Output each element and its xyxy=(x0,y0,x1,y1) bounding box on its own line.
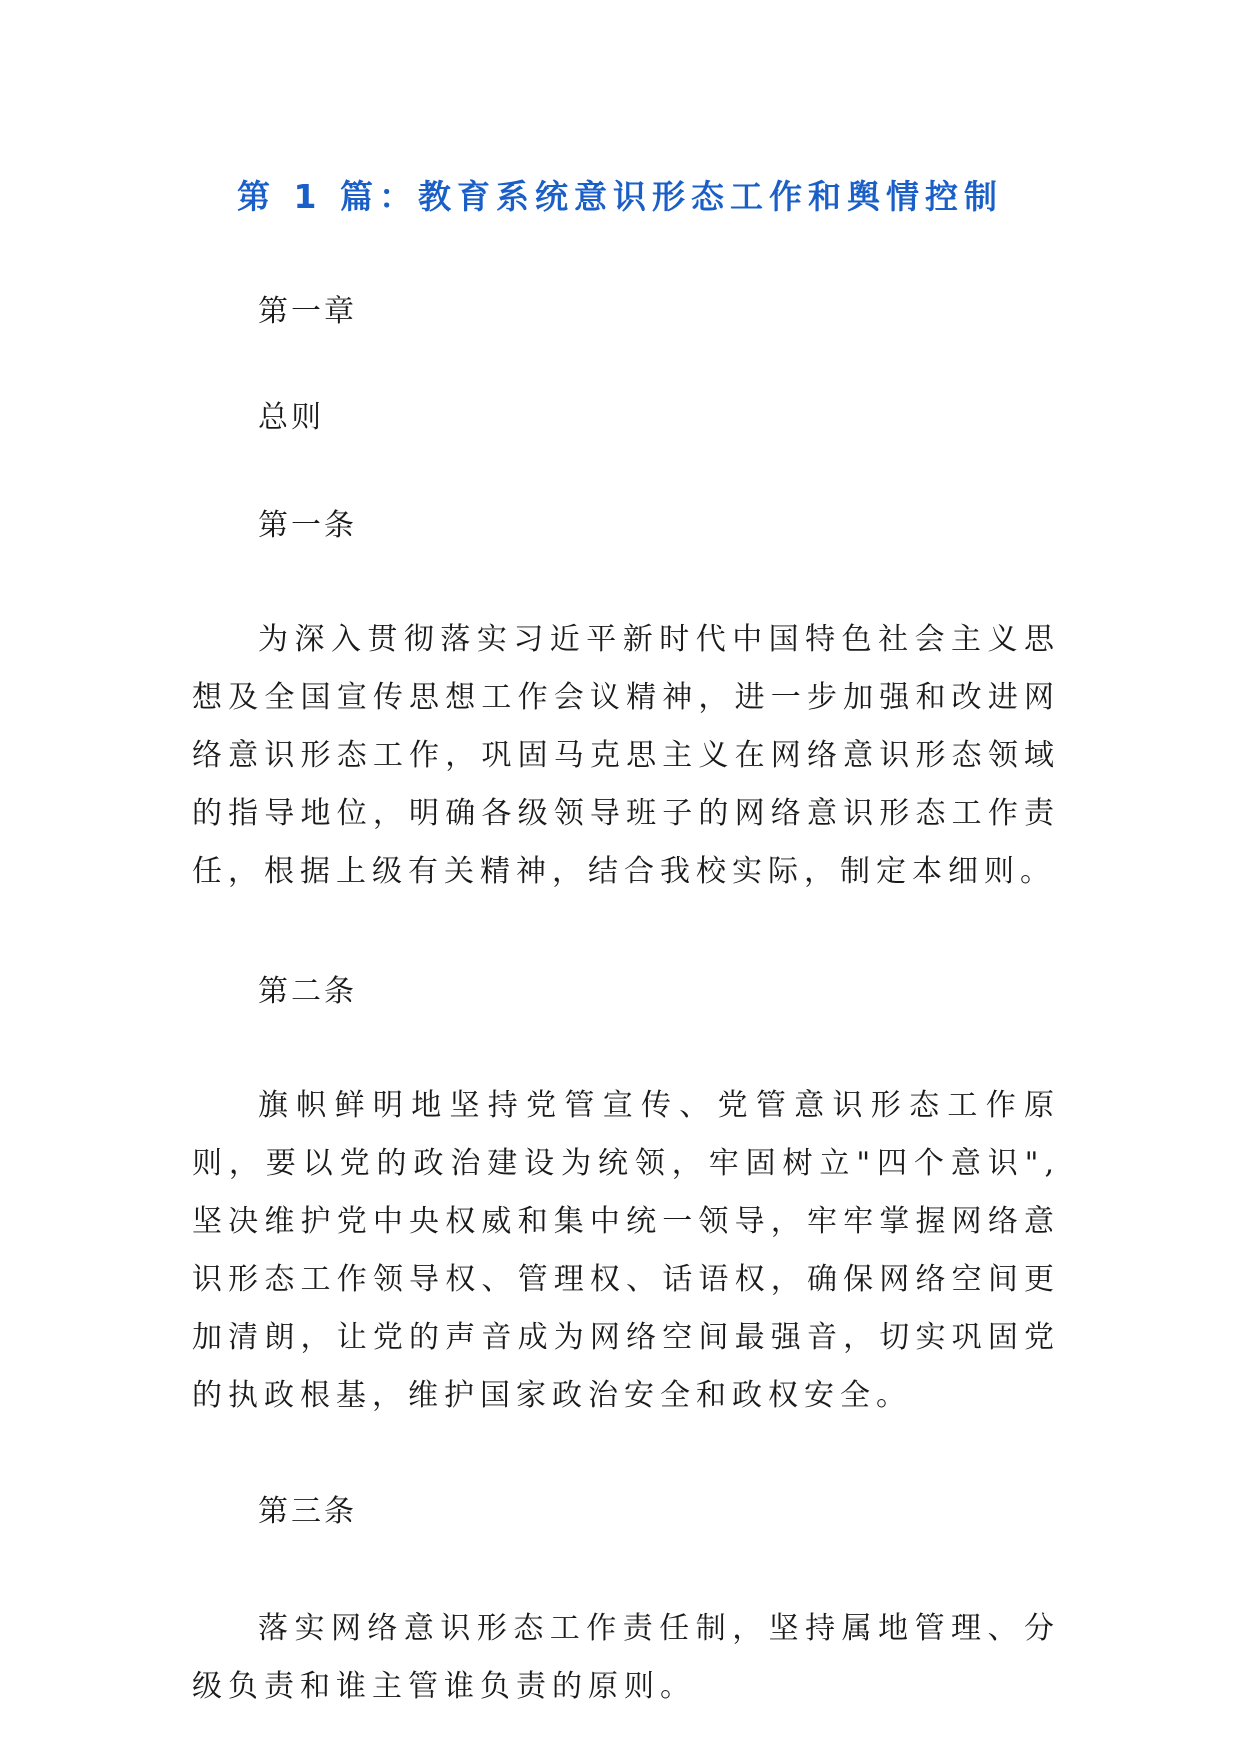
article-1-heading: 第一条 xyxy=(258,508,357,543)
article-2-text: 旗帜鲜明地坚持党管宣传、党管意识形态工作原则，要以党的政治建设为统领，牢固树立"四个意识",坚决维护党中央权威和集中统一领导，牢牢掌握网络意识形态工作领导权、管理权、话语权，确保网络空间更加清朗，让党的声音成为网络空间最强音，切实巩固党的执政根基，维护国家政治安全和政权安全。 xyxy=(192,1088,1060,1413)
article-3-text: 落实网络意识形态工作责任制，坚持属地管理、分级负责和谁主管谁负责的原则。 xyxy=(192,1611,1060,1704)
general-heading: 总则 xyxy=(258,400,324,435)
article-1-text: 为深入贯彻落实习近平新时代中国特色社会主义思想及全国宣传思想工作会议精神，进一步加强和改进网络意识形态工作，巩固马克思主义在网络意识形态领域的指导地位，明确各级领导班子的网络意识形态工作责任，根据上级有关精神，结合我校实际，制定本细则。 xyxy=(192,622,1060,889)
document-title: 第 1 篇：教育系统意识形态工作和舆情控制 xyxy=(237,177,1003,216)
article-2-heading: 第二条 xyxy=(258,974,357,1009)
chapter-heading: 第一章 xyxy=(258,294,357,329)
article-3-heading: 第三条 xyxy=(258,1494,357,1529)
